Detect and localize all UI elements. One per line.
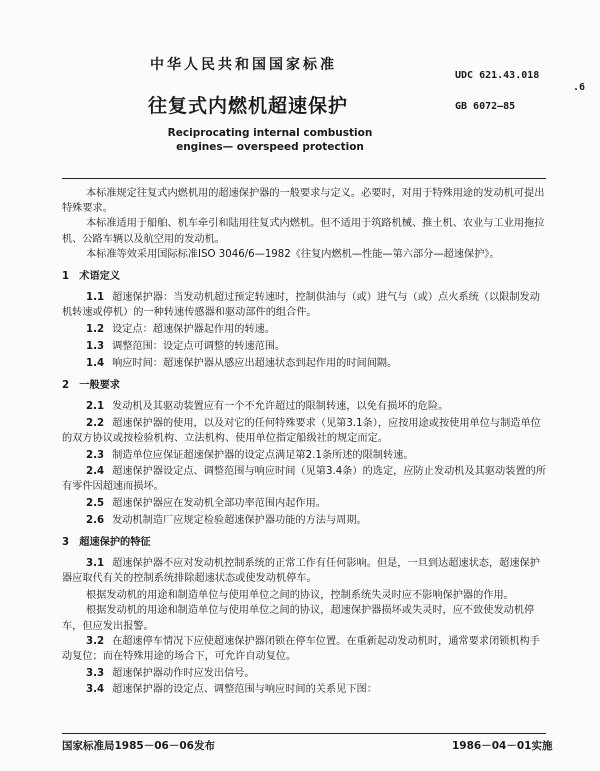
clause-number: 1.4	[86, 357, 105, 369]
clause	[62, 464, 546, 494]
title-chinese: 往复式内燃机超速保护	[148, 95, 349, 117]
footer-divider	[62, 733, 546, 734]
clause-number: 2.2	[86, 417, 105, 429]
clause	[62, 634, 546, 664]
document-body	[62, 186, 546, 699]
clause-number: 2.1	[86, 400, 105, 412]
clause	[62, 416, 546, 446]
intro-paragraph: 本标准规定往复式内燃机用的超速保护器的一般要求与定义。必要时，对用于特殊用途的发动机可提出特殊要求。	[62, 188, 545, 215]
clause-number: 1.3	[86, 340, 105, 352]
header-divider	[62, 178, 546, 179]
effective-date: 1986－04－01实施	[452, 740, 553, 752]
gb-number: GB 6072—85	[455, 101, 516, 112]
udc-line-2: .6	[573, 82, 586, 93]
clause	[62, 448, 546, 463]
clause-continuation: 根据发动机的用途和制造单位与使用单位之间的协议，控制系统失灵时应不影响保护器的作用。	[86, 590, 514, 602]
clause-number: 1.2	[86, 324, 105, 336]
intro-paragraph: 本标准适用于船舶、机车牵引和陆用往复式内燃机。但不适用于筑路机械、推土机、农业与工业用拖拉机、公路车辆以及航空用的发动机。	[62, 218, 545, 245]
clause	[62, 356, 546, 371]
clause-text: 调整范围：设定点可调整的转速范围。	[112, 340, 286, 352]
clause	[62, 513, 546, 528]
title-english-line-2: engines— overspeed protection	[176, 141, 364, 153]
clause-text: 超速保护器不应对发动机控制系统的正常工作有任何影响。但是，一旦到达超速状态，超速保护器应取代有关的控制系统排除超速状态或使发动机停车。	[62, 558, 540, 585]
clause-number: 3.4	[86, 684, 105, 696]
clause	[62, 496, 546, 511]
clause	[62, 322, 546, 337]
clause-number: 2.5	[86, 498, 105, 510]
clause	[62, 399, 546, 414]
clause-text: 在超速停车情况下应使超速保护器闭锁在停车位置。在重新起动发动机时，通常要求闭锁机构手动复位；而在特殊用途的场合下，可允许自动复位。	[62, 635, 540, 662]
clause	[62, 666, 546, 681]
clause-text: 设定点：超速保护器起作用的转速。	[112, 324, 276, 336]
issue-date: 国家标准局1985－06－06发布	[62, 740, 215, 752]
clause-text: 发动机制造厂应规定检验超速保护器功能的方法与周期。	[112, 514, 367, 526]
clause	[62, 339, 546, 354]
title-english-line-1: Reciprocating internal combustion	[167, 127, 373, 139]
clause-text: 制造单位应保证超速保护器的设定点满足第2.1条所述的限制转速。	[112, 449, 414, 461]
clause-text: 超速保护器的设定点、调整范围与响应时间的关系见下图：	[112, 684, 377, 696]
clause-text: 超速保护器应在发动机全部功率范围内起作用。	[112, 498, 326, 510]
clause-number: 2.3	[86, 449, 105, 461]
clause-number: 3.3	[86, 667, 105, 679]
clause-continuation: 根据发动机的用途和制造单位与使用单位之间的协议，超速保护器损坏或失灵时，应不致使发动机停车，但应发出报警。	[62, 605, 535, 632]
section-heading: 3 超速保护的特征	[62, 537, 151, 549]
clause	[62, 556, 546, 586]
clause-number: 3.1	[86, 558, 105, 570]
title-english	[150, 126, 390, 154]
clause-text: 超速保护器动作时应发出信号。	[112, 667, 255, 679]
intro-paragraph: 本标准等效采用国际标准ISO 3046/6—1982《往复内燃机—性能—第六部分—超速保护》。	[86, 248, 500, 260]
clause-text: 响应时间：超速保护器从感应出超速状态到起作用的时间间隔。	[112, 357, 398, 369]
clause	[62, 682, 546, 697]
clause	[62, 290, 546, 320]
clause-number: 2.4	[86, 466, 105, 478]
issuing-agency: 中华人民共和国国家标准	[150, 57, 337, 73]
clause-number: 2.6	[86, 514, 105, 526]
clause-text: 发动机及其驱动装置应有一个不允许超过的限制转速，以免有损坏的危险。	[112, 400, 449, 412]
clause-text: 超速保护器设定点、调整范围与响应时间（见第3.4条）的选定，应防止发动机及其驱动装置的所有零件因超速而损坏。	[62, 466, 546, 493]
section-heading: 1 术语定义	[62, 271, 121, 283]
clause-text: 超速保护器：当发动机超过预定转速时，控制供油与（或）进气与（或）点火系统（以限制发动机转速或停机）的一种转速传感器和驱动部件的组合件。	[62, 292, 540, 319]
section-heading: 2 一般要求	[62, 379, 121, 391]
clause-text: 超速保护器的使用，以及对它的任何特殊要求（见第3.1条），应按用途或按使用单位与制造单位的双方协议或按检验机构、立法机构、使用单位指定船级社的规定而定。	[62, 417, 541, 444]
udc-line-1: UDC 621.43.018	[455, 70, 540, 81]
clause-number: 3.2	[86, 635, 105, 647]
udc-code	[455, 70, 585, 94]
clause-number: 1.1	[86, 292, 105, 304]
